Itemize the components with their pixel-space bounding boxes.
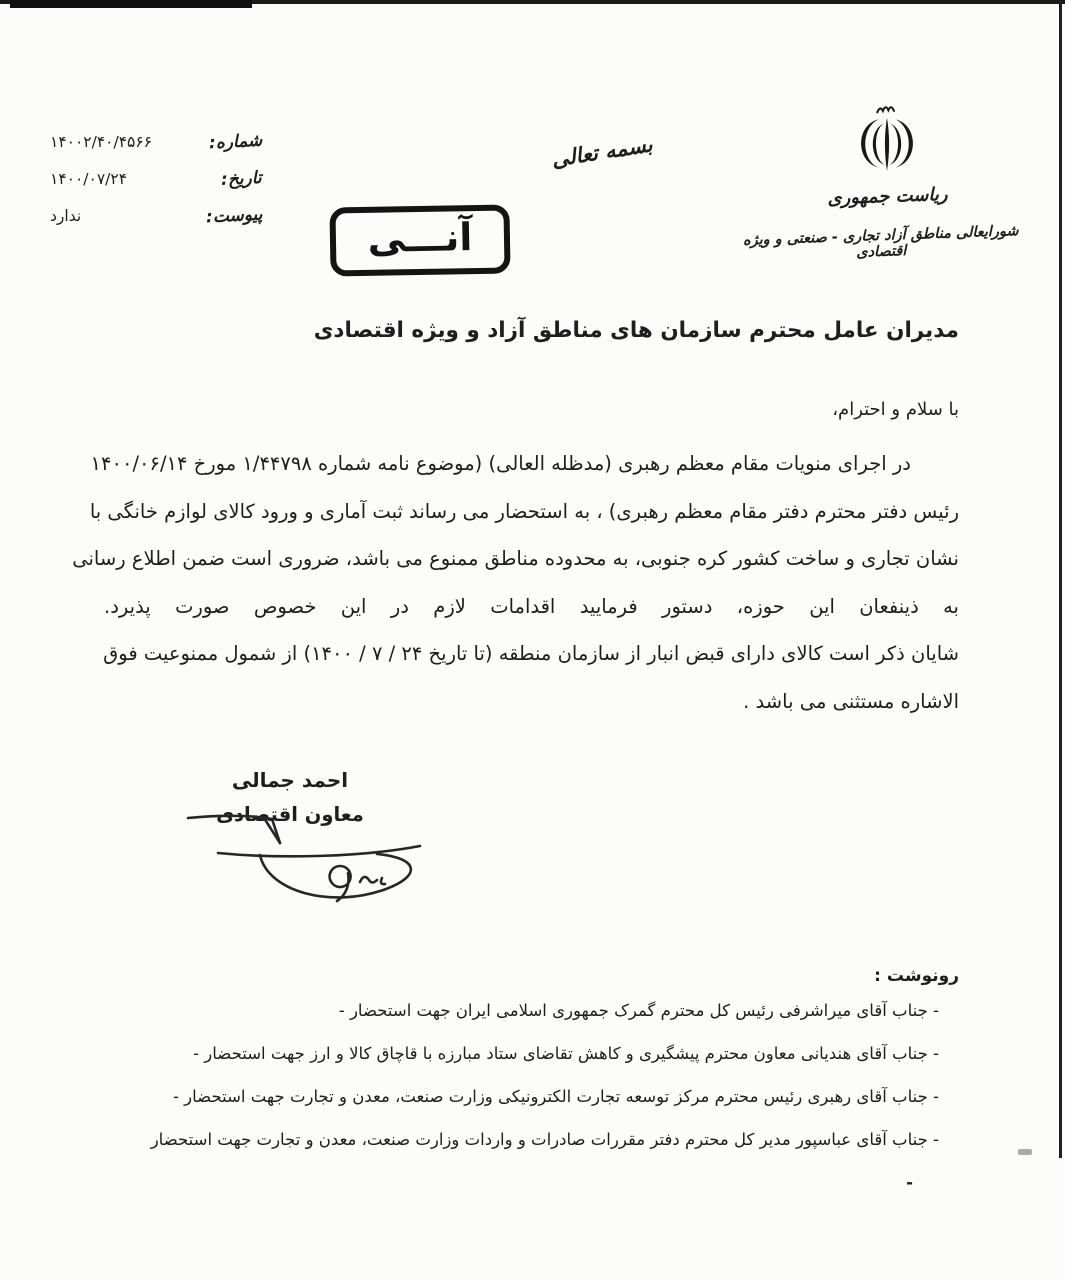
body-line: شایان ذکر است کالای دارای قبض انبار از سازمان منطقه (تا تاریخ ۲۴ / ۷ / ۱۴۰۰) از شمول ممنوعیت فوق <box>103 642 959 665</box>
iran-national-emblem-icon <box>852 104 922 180</box>
cc-section-label: رونوشت : <box>874 966 959 986</box>
letter-date-label: تاریخ: <box>220 167 263 191</box>
cc-item: - جناب آقای عباسپور مدیر کل محترم دفتر مقررات صادرات و واردات وزارت صنعت، معدن و تجارت جهت استحضار <box>150 1130 939 1149</box>
cc-item: - جناب آقای رهبری رئیس محترم مرکز توسعه تجارت الکترونیکی وزارت صنعت، معدن و تجارت جهت استحضار - <box>172 1087 939 1106</box>
bismillah-text: بسمه تعالی <box>549 132 655 172</box>
cc-item: - جناب آقای میراشرفی رئیس کل محترم گمرک جمهوری اسلامی ایران جهت استحضار - <box>338 1001 939 1020</box>
urgency-stamp-label: آنـــی <box>367 214 473 261</box>
urgency-stamp <box>329 204 510 276</box>
signer-name: احمد جمالی <box>231 768 349 792</box>
org-name-presidency: ریاست جمهوری <box>827 183 948 210</box>
cc-list <box>100 1001 959 1193</box>
handwritten-signature-icon <box>180 796 442 914</box>
signer-title: معاون اقتصادی <box>216 803 364 826</box>
body-line: در اجرای منویات مقام معظم رهبری (مدظله العالی) (موضوع نامه شماره ۱/۴۴۷۹۸ مورخ ۱۴۰۰/۰۶/۱۴ <box>90 452 911 475</box>
letter-attachment-value: ندارد <box>50 207 82 225</box>
scan-artifact <box>1018 1149 1032 1155</box>
letter-date-row <box>50 169 262 189</box>
salutation-line: با سلام و احترام، <box>832 399 959 420</box>
letter-number-label: شماره: <box>208 130 263 154</box>
letter-date-value: ۱۴۰۰/۰۷/۲۴ <box>50 170 128 188</box>
cc-item-wrapped-dash: - <box>906 1173 913 1192</box>
recipient-line: مدیران عامل محترم سازمان های مناطق آزاد و ویژه اقتصادی <box>313 318 959 343</box>
scan-right-edge <box>1059 0 1062 1158</box>
letter-number-value: ۱۴۰۰۲/۴۰/۴۵۶۶ <box>50 133 153 151</box>
org-name-free-zones-council: شورایعالی مناطق آزاد تجاری - صنعتی و ویژه اقتصادی <box>742 223 1019 261</box>
body-line: الاشاره مستثنی می باشد . <box>743 689 959 713</box>
letter-attachment-label: پیوست: <box>205 204 263 228</box>
body-line: رئیس دفتر محترم دفتر مقام معظم رهبری) ، به استحضار می رساند ثبت آماری و ورود کالای لوازم خانگی با <box>89 499 959 523</box>
letter-body <box>72 452 959 737</box>
body-line: به ذینفعان این حوزه، دستور فرمایید اقدامات لازم در این خصوص صورت پذیرد. <box>104 594 959 618</box>
letter-meta-fields <box>50 132 262 243</box>
scan-top-edge-dark-segment <box>10 0 252 8</box>
body-line: نشان تجاری و ساخت کشور کره جنوبی، به محدوده مناطق ممنوع می باشد، ضروری است ضمن اطلاع رسانی <box>72 547 959 570</box>
letter-number-row <box>50 132 262 152</box>
cc-item: - جناب آقای هندیانی معاون محترم پیشگیری و کاهش تقاضای ستاد مبارزه با قاچاق کالا و ارز جهت استحضار - <box>193 1044 939 1063</box>
letter-attachment-row <box>50 206 262 226</box>
